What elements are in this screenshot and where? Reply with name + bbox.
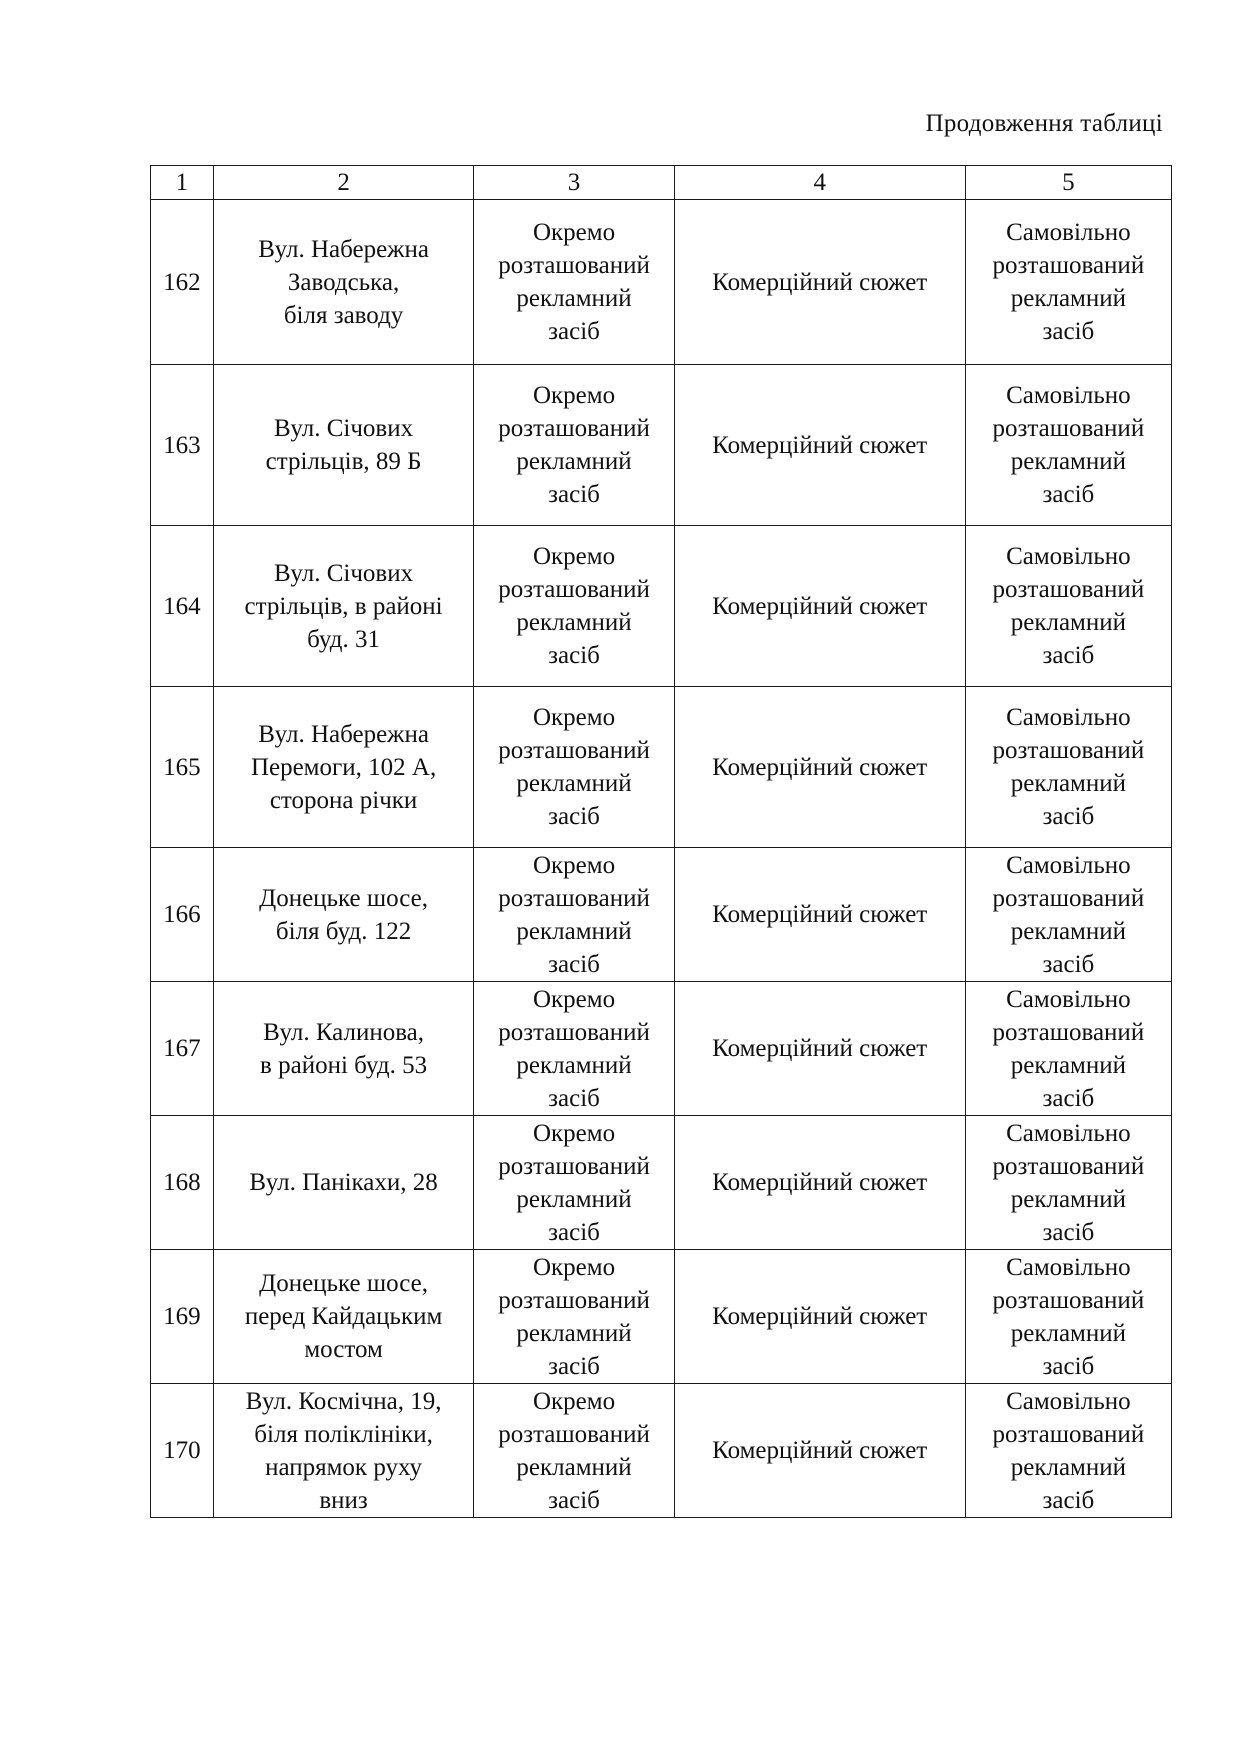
status-cell: Самовільно розташований рекламний засіб: [965, 1384, 1171, 1518]
status-cell: Самовільно розташований рекламний засіб: [965, 1116, 1171, 1250]
content-cell: Комерційний сюжет: [674, 200, 965, 365]
row-number: 169: [151, 1250, 214, 1384]
advertising-table: [150, 165, 1172, 1518]
type-cell: Окремо розташований рекламний засіб: [474, 1384, 674, 1518]
header-col-4: 4: [674, 166, 965, 200]
table-row: [151, 1250, 1172, 1384]
status-cell: Самовільно розташований рекламний засіб: [965, 848, 1171, 982]
table-row: [151, 1116, 1172, 1250]
row-number: 170: [151, 1384, 214, 1518]
address-cell: Донецьке шосе, перед Кайдацьким мостом: [213, 1250, 474, 1384]
table-row: [151, 687, 1172, 848]
header-col-1: 1: [151, 166, 214, 200]
table-row: [151, 1384, 1172, 1518]
type-cell: Окремо розташований рекламний засіб: [474, 1250, 674, 1384]
address-cell: Вул. Набережна Перемоги, 102 А, сторона річки: [213, 687, 474, 848]
type-cell: Окремо розташований рекламний засіб: [474, 1116, 674, 1250]
status-cell: Самовільно розташований рекламний засіб: [965, 200, 1171, 365]
table-row: [151, 982, 1172, 1116]
header-col-3: 3: [474, 166, 674, 200]
row-number: 166: [151, 848, 214, 982]
table-row: [151, 848, 1172, 982]
content-cell: Комерційний сюжет: [674, 365, 965, 526]
type-cell: Окремо розташований рекламний засіб: [474, 848, 674, 982]
address-cell: Вул. Калинова, в районі буд. 53: [213, 982, 474, 1116]
address-cell: Вул. Набережна Заводська, біля заводу: [213, 200, 474, 365]
content-cell: Комерційний сюжет: [674, 1116, 965, 1250]
row-number: 162: [151, 200, 214, 365]
content-cell: Комерційний сюжет: [674, 1250, 965, 1384]
row-number: 168: [151, 1116, 214, 1250]
continuation-note: Продовження таблиці: [925, 110, 1163, 137]
table-row: [151, 200, 1172, 365]
content-cell: Комерційний сюжет: [674, 1384, 965, 1518]
type-cell: Окремо розташований рекламний засіб: [474, 687, 674, 848]
status-cell: Самовільно розташований рекламний засіб: [965, 1250, 1171, 1384]
address-cell: Вул. Космічна, 19, біля поліклініки, напрямок руху вниз: [213, 1384, 474, 1518]
row-number: 163: [151, 365, 214, 526]
content-cell: Комерційний сюжет: [674, 687, 965, 848]
table-row: [151, 526, 1172, 687]
table-row: [151, 365, 1172, 526]
type-cell: Окремо розташований рекламний засіб: [474, 200, 674, 365]
row-number: 167: [151, 982, 214, 1116]
address-cell: Вул. Панікахи, 28: [213, 1116, 474, 1250]
status-cell: Самовільно розташований рекламний засіб: [965, 982, 1171, 1116]
content-cell: Комерційний сюжет: [674, 526, 965, 687]
row-number: 165: [151, 687, 214, 848]
address-cell: Вул. Січових стрільців, в районі буд. 31: [213, 526, 474, 687]
content-cell: Комерційний сюжет: [674, 848, 965, 982]
type-cell: Окремо розташований рекламний засіб: [474, 526, 674, 687]
header-col-5: 5: [965, 166, 1171, 200]
content-cell: Комерційний сюжет: [674, 982, 965, 1116]
address-cell: Донецьке шосе, біля буд. 122: [213, 848, 474, 982]
status-cell: Самовільно розташований рекламний засіб: [965, 526, 1171, 687]
status-cell: Самовільно розташований рекламний засіб: [965, 687, 1171, 848]
row-number: 164: [151, 526, 214, 687]
status-cell: Самовільно розташований рекламний засіб: [965, 365, 1171, 526]
table-header-row: [151, 166, 1172, 200]
header-col-2: 2: [213, 166, 474, 200]
type-cell: Окремо розташований рекламний засіб: [474, 365, 674, 526]
address-cell: Вул. Січових стрільців, 89 Б: [213, 365, 474, 526]
type-cell: Окремо розташований рекламний засіб: [474, 982, 674, 1116]
